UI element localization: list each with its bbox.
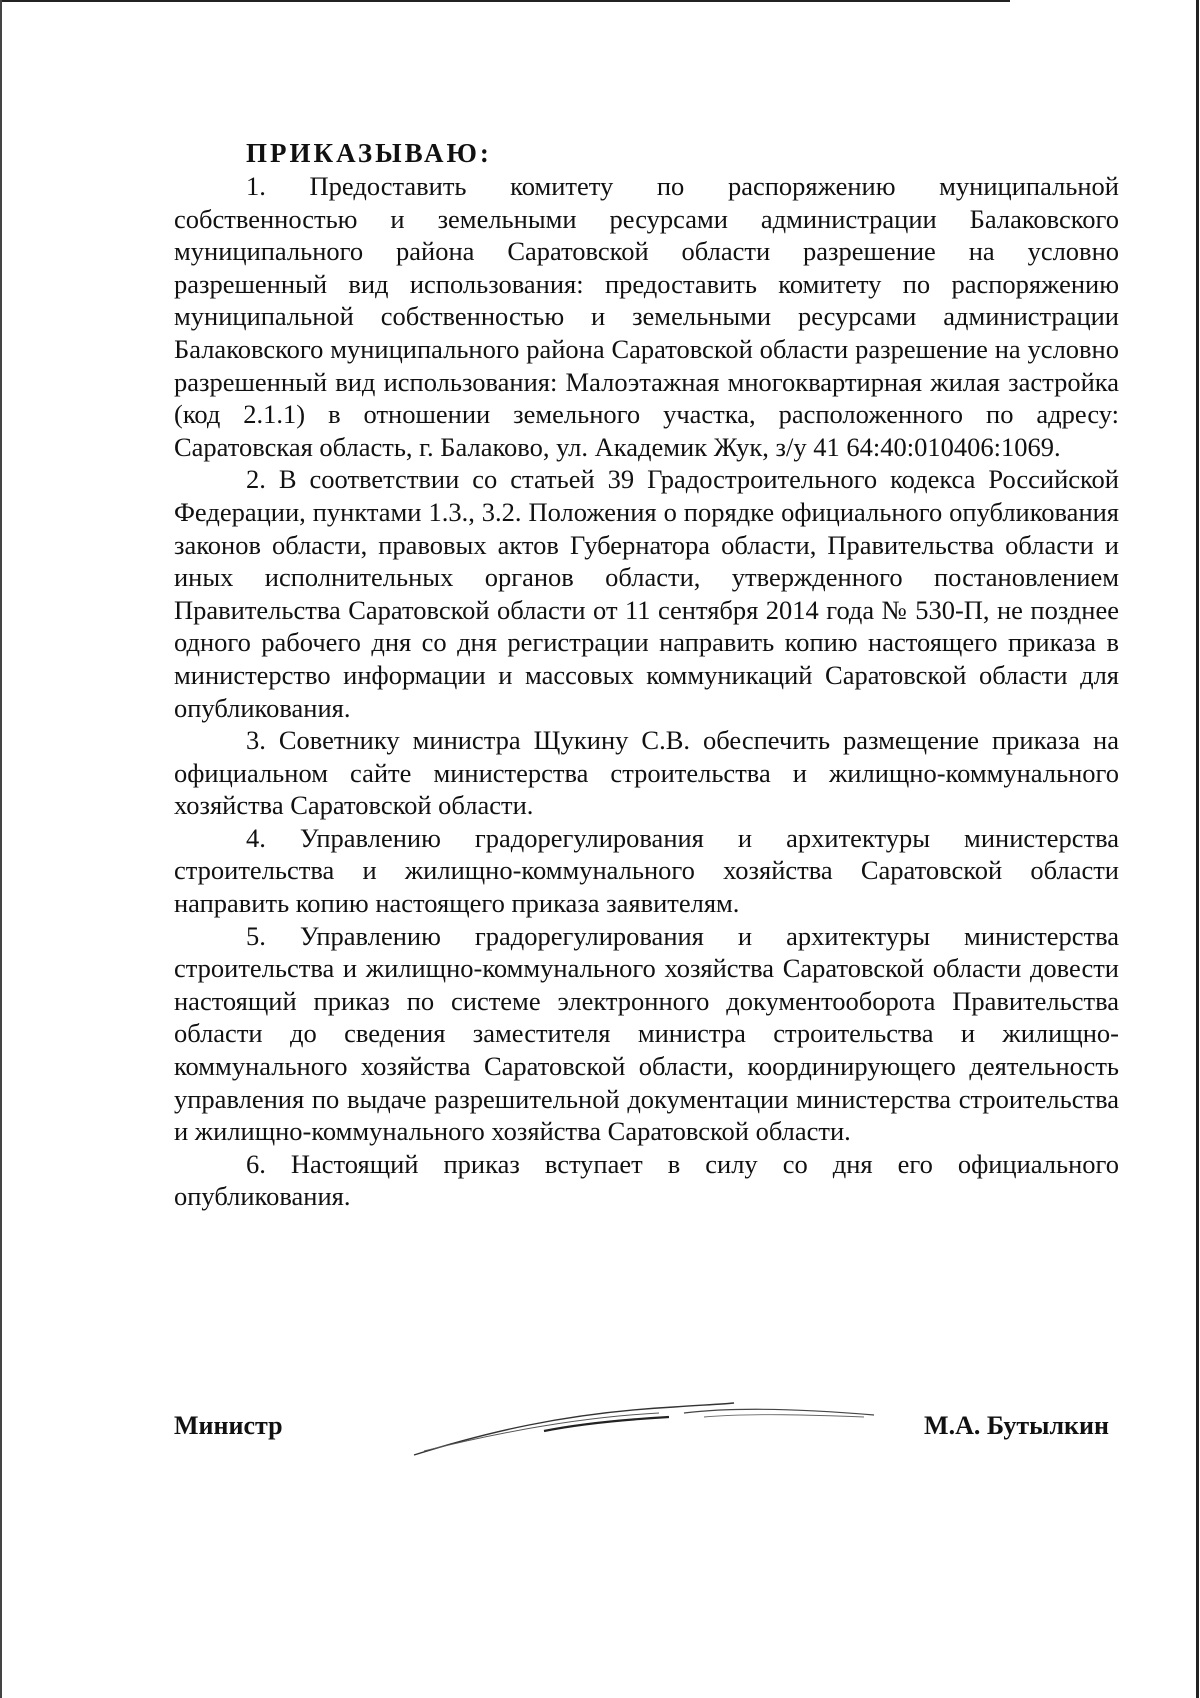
paragraph-6: 6. Настоящий приказ вступает в силу со дня его официального опубликования. <box>174 1148 1119 1212</box>
scan-edge-left <box>0 0 2 1698</box>
scan-edge-top <box>0 0 1010 2</box>
paragraph-4: 4. Управлению градорегулирования и архитектуры министерства строительства и жилищно-коммунального хозяйства Саратовской области направить копию настоящего приказа заявителям. <box>174 822 1119 919</box>
scan-edge-right <box>1196 0 1199 1698</box>
signature-block <box>174 1405 1109 1465</box>
signatory-name: М.А. Бутылкин <box>924 1411 1109 1440</box>
paragraph-5: 5. Управлению градорегулирования и архитектуры министерства строительства и жилищно-коммунального хозяйства Саратовской области довести настоящий приказ по системе электронного документооборота Правительства области до сведения заместителя министра строительства и жилищно-коммунального хозяйства Саратовской области, координирующего деятельность управления по выдаче разрешительной документации министерства строительства и жилищно-коммунального хозяйства Саратовской области. <box>174 920 1119 1147</box>
document-body <box>174 136 1119 1213</box>
paragraph-3: 3. Советнику министра Щукину С.В. обеспечить размещение приказа на официальном сайте министерства строительства и жилищно-коммунального хозяйства Саратовской области. <box>174 725 1119 821</box>
paragraph-2: 2. В соответствии со статьей 39 Градостроительного кодекса Российской Федерации, пунктами 1.3., 3.2. Положения о порядке официального опубликования законов области, правовых актов Губернатора области, Правительства области и иных исполнительных органов области, утвержденного постановлением Правительства Саратовской области от 11 сентября 2014 года № 530-П, не позднее одного рабочего дня со дня регистрации направить копию настоящего приказа в министерство информации и массовых коммуникаций Саратовской области для опубликования. <box>174 464 1119 723</box>
order-heading: ПРИКАЗЫВАЮ: <box>246 138 492 168</box>
signatory-role: Министр <box>174 1411 283 1440</box>
handwritten-signature <box>404 1393 884 1463</box>
paragraph-1: 1. Предоставить комитету по распоряжению муниципальной собственностью и земельными ресурсами администрации Балаковского муниципального района Саратовской области разрешение на условно разрешенный вид использования: предоставить комитету по распоряжению муниципальной собственностью и земельными ресурсами администрации Балаковского муниципального района Саратовской области разрешение на условно разрешенный вид использования: Малоэтажная многоквартирная жилая застройка (код 2.1.1) в отношении земельного участка, расположенного по адресу: Саратовская область, г. Балаково, ул. Академик Жук, з/у 41 64:40:010406:1069. <box>174 171 1119 462</box>
